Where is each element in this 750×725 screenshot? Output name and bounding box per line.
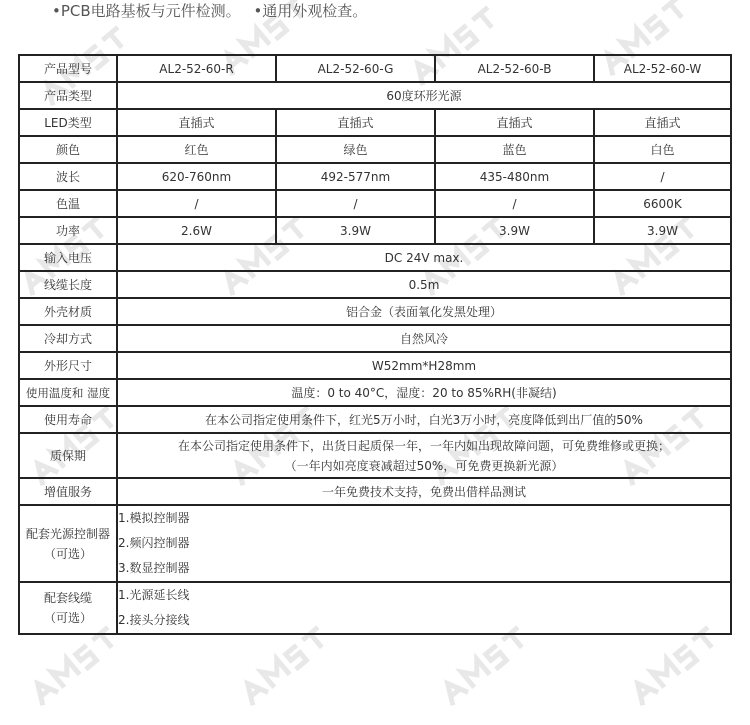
- controller-label-main: 配套光源控制器: [25, 526, 110, 541]
- warranty-line: 在本公司指定使用条件下，出货日起质保一年，一年内如出现故障问题，可免费维修或更换；: [177, 438, 670, 453]
- size-label: 外形尺寸: [19, 352, 117, 379]
- table-row: [19, 217, 731, 244]
- list-item: 2.接头分接线: [118, 613, 190, 627]
- table-row: [19, 136, 731, 163]
- cable-length-label: 线缆长度: [19, 271, 117, 298]
- color-cell: 红色: [117, 136, 276, 163]
- env-value: 温度：0 to 40°C，湿度：20 to 85%RH(非凝结): [117, 379, 731, 406]
- table-row: [19, 352, 731, 379]
- model-cell: AL2-52-60-B: [435, 55, 594, 82]
- led-label: LED类型: [19, 109, 117, 136]
- table-row: [19, 244, 731, 271]
- warranty-label: 质保期: [19, 433, 117, 478]
- model-cell: AL2-52-60-W: [594, 55, 731, 82]
- temp-cell: 6600K: [594, 190, 731, 217]
- shell-label: 外壳材质: [19, 298, 117, 325]
- color-label: 颜色: [19, 136, 117, 163]
- wave-cell: /: [594, 163, 731, 190]
- life-value: 在本公司指定使用条件下，红光5万小时，白光3万小时，亮度降低到出厂值的50%: [117, 406, 731, 433]
- controller-label-optional: （可选）: [43, 546, 92, 561]
- table-row: [19, 379, 731, 406]
- controller-list: [117, 505, 731, 582]
- wave-cell: 435-480nm: [435, 163, 594, 190]
- controller-label: [19, 505, 117, 582]
- power-cell: 3.9W: [276, 217, 435, 244]
- env-label: 使用温度和 湿度: [19, 379, 117, 406]
- wave-cell: 620-760nm: [117, 163, 276, 190]
- led-cell: 直插式: [435, 109, 594, 136]
- cable-opt-label-optional: （可选）: [43, 611, 92, 625]
- intro-item-pcb: •PCB电路基板与元件检测。: [52, 2, 241, 20]
- color-cell: 蓝色: [435, 136, 594, 163]
- cable-opt-label-main: 配套线缆: [43, 591, 92, 605]
- table-row: [19, 109, 731, 136]
- list-item: 1.模拟控制器: [118, 511, 190, 525]
- cable-opt-list: [117, 582, 731, 634]
- temp-cell: /: [276, 190, 435, 217]
- cable-opt-label: [19, 582, 117, 634]
- table-row: [19, 82, 731, 109]
- cooling-label: 冷却方式: [19, 325, 117, 352]
- intro-item-appearance: •通用外观检查。: [253, 2, 368, 20]
- voltage-label: 输入电压: [19, 244, 117, 271]
- temp-cell: /: [117, 190, 276, 217]
- list-item: 1.光源延长线: [118, 588, 190, 602]
- color-cell: 白色: [594, 136, 731, 163]
- temp-cell: /: [435, 190, 594, 217]
- table-row: [19, 478, 731, 505]
- table-row: [19, 406, 731, 433]
- led-cell: 直插式: [117, 109, 276, 136]
- voltage-value: DC 24V max.: [117, 244, 731, 271]
- spec-table: [18, 54, 732, 635]
- led-cell: 直插式: [276, 109, 435, 136]
- service-label: 增值服务: [19, 478, 117, 505]
- wave-cell: 492-577nm: [276, 163, 435, 190]
- table-row: [19, 190, 731, 217]
- table-row: [19, 298, 731, 325]
- table-row: [19, 163, 731, 190]
- cable-length-value: 0.5m: [117, 271, 731, 298]
- power-cell: 3.9W: [435, 217, 594, 244]
- table-row: [19, 55, 731, 82]
- size-value: W52mm*H28mm: [117, 352, 731, 379]
- shell-value: 铝合金（表面氧化发黑处理）: [117, 298, 731, 325]
- intro-line: [52, 0, 375, 21]
- table-row: [19, 271, 731, 298]
- temp-label: 色温: [19, 190, 117, 217]
- warranty-value: [117, 433, 731, 478]
- type-value: 60度环形光源: [117, 82, 731, 109]
- table-row: [19, 582, 731, 634]
- service-value: 一年免费技术支持，免费出借样品测试: [117, 478, 731, 505]
- warranty-note: （一年内如亮度衰减超过50%，可免费更换新光源）: [284, 458, 564, 473]
- table-row: [19, 325, 731, 352]
- power-label: 功率: [19, 217, 117, 244]
- color-cell: 绿色: [276, 136, 435, 163]
- power-cell: 2.6W: [117, 217, 276, 244]
- cooling-value: 自然风冷: [117, 325, 731, 352]
- model-cell: AL2-52-60-G: [276, 55, 435, 82]
- type-label: 产品类型: [19, 82, 117, 109]
- led-cell: 直插式: [594, 109, 731, 136]
- life-label: 使用寿命: [19, 406, 117, 433]
- list-item: 3.数显控制器: [118, 561, 190, 575]
- table-row: [19, 505, 731, 582]
- power-cell: 3.9W: [594, 217, 731, 244]
- model-cell: AL2-52-60-R: [117, 55, 276, 82]
- list-item: 2.频闪控制器: [118, 536, 190, 550]
- wave-label: 波长: [19, 163, 117, 190]
- model-label: 产品型号: [19, 55, 117, 82]
- table-row: [19, 433, 731, 478]
